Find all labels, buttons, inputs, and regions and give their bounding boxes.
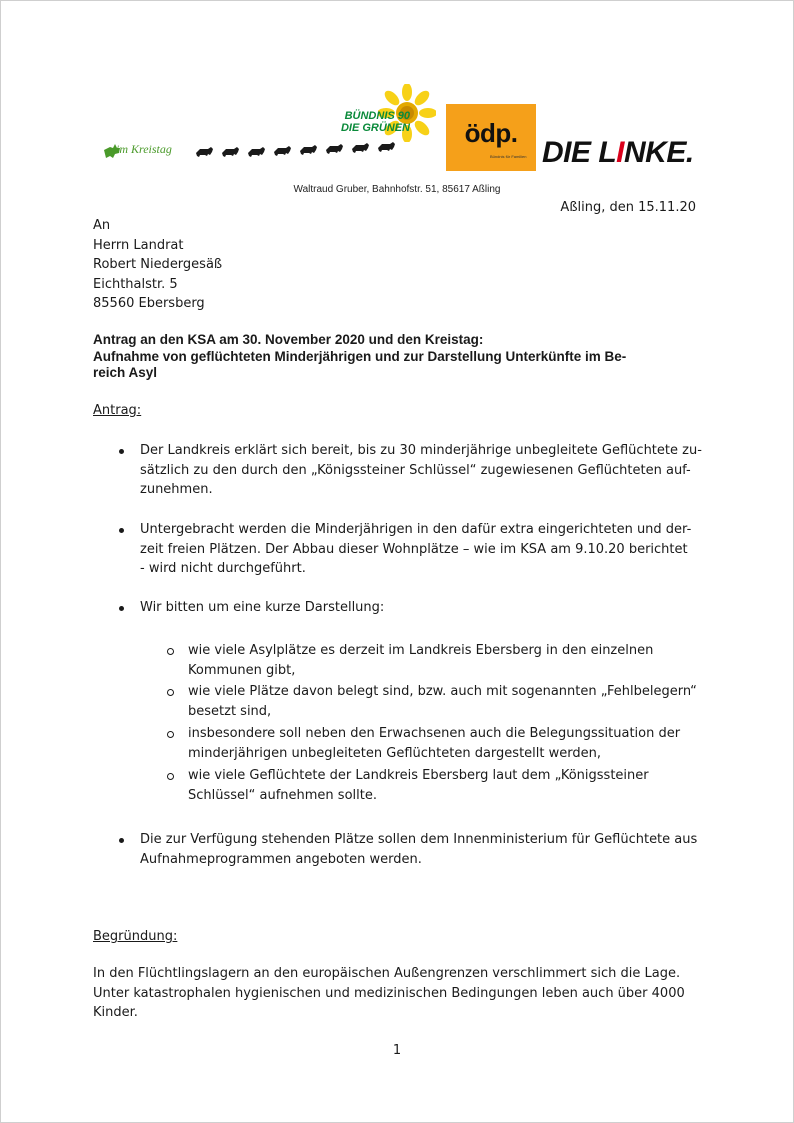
bullet-line: Wir bitten um eine kurze Darstellung: [140,600,385,615]
sub-item-line: wie viele Asylplätze es derzeit im Landkreis Ebersberg in den einzelnen [188,643,654,658]
bullet-icon [119,449,124,454]
sub-item [188,724,680,763]
sub-item-line: wie viele Plätze davon belegt sind, bzw. auch mit sogenannten „Fehlbelegern“ [188,684,697,699]
sub-item-line: besetzt sind, [188,703,272,719]
sub-item-line: insbesondere soll neben den Erwachsenen auch die Belegungssituation der [188,726,681,741]
bullet-paragraph [140,441,702,500]
sub-item [188,766,649,805]
sub-item [188,682,697,721]
linke-pre: DIE L [542,136,617,169]
buendnis90-gruene-logo [330,110,410,134]
bullet-line: zeit freien Plätzen. Der Abbau dieser Wohnplätze – wie im KSA am 9.10.20 berichtet [140,541,688,557]
subject-line: reich Asyl [93,365,158,380]
address-line: Eichthalstr. 5 [93,276,178,292]
bullet-paragraph [140,520,691,579]
bullet-line: Untergebracht werden die Minderjährigen in den dafür extra eingerichteten und der- [140,522,692,537]
recipient-address [93,216,222,314]
circle-bullet-icon [167,648,174,655]
subject-line: Aufnahme von geflüchteten Minderjährigen und zur Darstellung Unterkünfte im Be- [93,348,627,364]
begruendung-line: Unter katastrophalen hygienischen und medizinischen Bedingungen leben auch über 4000 [93,985,685,1001]
sub-item-line: Schlüssel“ aufnehmen sollte. [188,787,377,803]
bullet-line: - wird nicht durchgeführt. [140,561,306,576]
begruendung-line: In den Flüchtlingslagern an den europäischen Außengrenzen verschlimmert sich die Lage. [93,966,681,981]
sub-item-line: wie viele Geflüchtete der Landkreis Ebersberg laut dem „Königssteiner [188,768,649,783]
gruene-line2: DIE GRÜNEN [340,122,410,134]
sub-item-line: minderjährigen unbegleiteten Geflüchteten dargestellt werden, [188,745,601,761]
oedp-logo-text: ödp. [464,118,518,148]
linke-i: I [616,136,625,169]
sender-line: Waltraud Gruber, Bahnhofstr. 51, 85617 Aßling [293,184,501,195]
bullet-icon [119,838,124,843]
bullet-line: sätzlich zu den durch den „Königssteiner Schlüssel“ zugewiesenen Geflüchteten auf- [140,462,691,478]
page-number: 1 [392,1043,402,1058]
circle-bullet-icon [167,689,174,696]
die-linke-logo [542,136,694,170]
bullet-line: Der Landkreis erklärt sich bereit, bis zu 30 minderjährige unbegleitete Geflüchtete zu- [140,443,702,458]
address-line: Robert Niedergesäß [93,257,223,272]
bullet-icon [119,606,124,611]
address-line: 85560 Ebersberg [93,296,205,311]
circle-bullet-icon [167,731,174,738]
linke-post: NKE. [624,136,694,169]
kreistag-label: im Kreistag [116,142,172,156]
begruendung-line: Kinder. [93,1005,138,1020]
address-line: An [93,218,111,233]
bullet-line: Die zur Verfügung stehenden Plätze sollen dem Innenministerium für Geflüchtete aus [140,832,698,847]
bullet-line: zunehmen. [140,482,213,497]
bullet-line: Aufnahmeprogrammen angeboten werden. [140,851,422,867]
circle-bullet-icon [167,773,174,780]
begruendung-paragraph [93,964,685,1023]
antrag-heading: Antrag: [93,403,142,418]
im-kreistag-logo [102,136,402,166]
bullet-paragraph [140,830,697,869]
address-line: Herrn Landrat [93,237,184,253]
oedp-logo-subtitle: Bündnis für Familien [490,154,527,159]
subject-line: Antrag an den KSA am 30. November 2020 und den Kreistag: [93,332,484,347]
dateline: Aßling, den 15.11.20 [560,200,696,215]
sub-item-line: Kommunen gibt, [188,662,296,678]
sub-item [188,641,653,680]
oedp-logo [446,104,536,171]
bullet-icon [119,528,124,533]
subject [93,332,693,382]
begruendung-heading: Begründung: [93,929,178,944]
gruene-line1: BÜNDNIS 90 [344,110,410,122]
bullet-paragraph [140,598,384,618]
